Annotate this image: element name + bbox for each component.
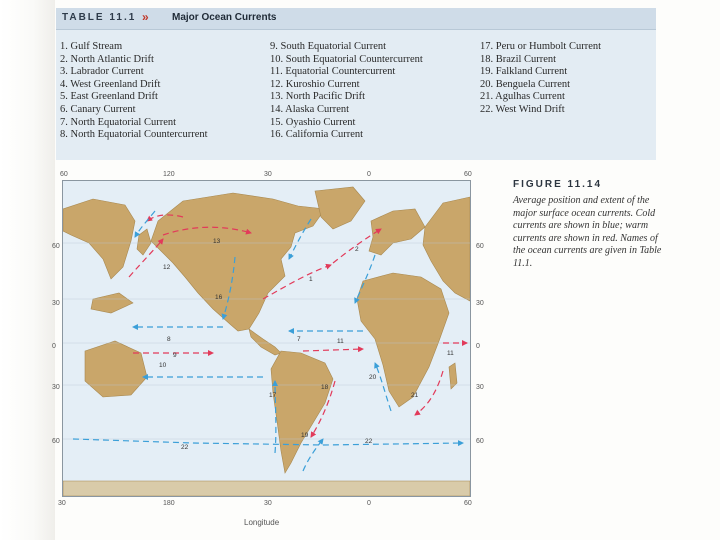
world-map-graphic — [63, 181, 470, 496]
top-tick-label: 60 — [60, 171, 68, 178]
list-item: 19. Falkland Current — [480, 66, 568, 78]
list-item: 9. South Equatorial Current — [270, 41, 387, 52]
current-number-label: 9 — [173, 352, 177, 359]
table-column-1 — [60, 41, 208, 142]
current-number-label: 8 — [167, 336, 171, 343]
table-number: TABLE 11.1 — [62, 12, 137, 23]
left-tick-label: 30 — [52, 300, 60, 307]
current-number-label: 22 — [181, 444, 189, 451]
list-item: 11. Equatorial Countercurrent — [270, 66, 396, 78]
current-number-label: 17 — [269, 392, 277, 399]
list-item: 10. South Equatorial Countercurrent — [270, 53, 423, 65]
figure-number: FIGURE 11.14 — [513, 179, 603, 190]
west-wind-drift-current — [73, 439, 463, 445]
current-number-label: 2 — [355, 246, 359, 253]
current-number-label: 12 — [163, 264, 171, 271]
arrow-icon: » — [142, 10, 149, 24]
equatorial-countercurrent — [303, 349, 363, 351]
right-tick-label: 60 — [476, 243, 484, 250]
current-number-label: 19 — [301, 432, 309, 439]
current-number-label: 11 — [447, 350, 454, 357]
right-tick-label: 0 — [476, 343, 480, 350]
list-item: 16. California Current — [270, 129, 364, 141]
greenland-landmass — [315, 187, 365, 229]
list-item: 17. Peru or Humbolt Current — [480, 41, 602, 52]
right-tick-label: 30 — [476, 384, 484, 391]
ocean-currents-map — [62, 180, 471, 497]
current-number-label: 16 — [215, 294, 223, 301]
bottom-tick-label: 30 — [58, 500, 66, 507]
falkland-current — [303, 439, 323, 471]
list-item: 14. Alaska Current — [270, 103, 350, 115]
bottom-tick-label: 30 — [264, 500, 272, 507]
list-item: 15. Oyashio Current — [270, 116, 356, 128]
list-item: 8. North Equatorial Countercurrent — [60, 129, 208, 141]
left-tick-label: 0 — [52, 343, 56, 350]
list-item: 1. Gulf Stream — [60, 41, 123, 52]
list-item: 6. Canary Current — [60, 103, 136, 115]
current-number-label: 10 — [159, 362, 167, 369]
southeast-asia-islands — [91, 293, 133, 313]
list-item: 20. Benguela Current — [480, 78, 571, 90]
left-tick-label: 30 — [52, 384, 60, 391]
x-axis-label: Longitude — [244, 518, 280, 527]
list-item: 5. East Greenland Drift — [60, 91, 158, 103]
list-item: 2. North Atlantic Drift — [60, 53, 154, 65]
list-item: 21. Agulhas Current — [480, 91, 565, 103]
left-tick-label: 60 — [52, 438, 60, 445]
list-item: 3. Labrador Current — [60, 66, 144, 78]
bottom-tick-label: 180 — [163, 500, 175, 507]
current-number-label: 18 — [321, 384, 329, 391]
ocean-currents-table — [56, 8, 656, 160]
right-tick-label: 30 — [476, 300, 484, 307]
antarctica-landmass — [63, 481, 470, 496]
right-tick-label: 60 — [476, 438, 484, 445]
australia-landmass — [85, 341, 147, 397]
current-number-label: 11 — [337, 338, 344, 345]
current-number-label: 1 — [309, 276, 313, 283]
list-item: 18. Brazil Current — [480, 53, 557, 65]
figure-caption: Average position and extent of the major surface ocean currents. Cold currents are shown in blue; warm currents are shown in red. Names of the ocean currents are given in Table 11.1. — [513, 195, 662, 269]
bottom-tick-label: 60 — [464, 500, 472, 507]
table-column-3 — [480, 41, 601, 117]
japan-landmass — [137, 229, 151, 255]
list-item: 22. West Wind Drift — [480, 103, 565, 115]
list-item: 12. Kuroshio Current — [270, 78, 360, 90]
current-number-label: 21 — [411, 392, 419, 399]
list-item: 13. North Pacific Drift — [270, 91, 366, 103]
table-title: Major Ocean Currents — [172, 12, 277, 23]
list-item: 4. West Greenland Drift — [60, 78, 161, 90]
bottom-tick-label: 0 — [367, 500, 371, 507]
list-item: 7. North Equatorial Current — [60, 116, 177, 128]
africa-landmass — [357, 273, 449, 407]
top-tick-label: 60 — [464, 171, 472, 178]
current-number-label: 7 — [297, 336, 301, 343]
current-number-label: 20 — [369, 374, 377, 381]
book-spine-shadow — [0, 0, 55, 540]
current-number-label: 13 — [213, 238, 221, 245]
left-tick-label: 60 — [52, 243, 60, 250]
table-header-bar — [56, 8, 656, 30]
top-tick-label: 120 — [163, 171, 175, 178]
central-america-landmass — [249, 329, 281, 355]
top-tick-label: 30 — [264, 171, 272, 178]
europe-landmass — [369, 209, 425, 255]
asia-west-landmass — [63, 199, 135, 279]
north-america-landmass — [151, 193, 325, 331]
top-tick-label: 0 — [367, 171, 371, 178]
current-number-label: 22 — [365, 438, 373, 445]
table-column-2 — [270, 41, 423, 142]
